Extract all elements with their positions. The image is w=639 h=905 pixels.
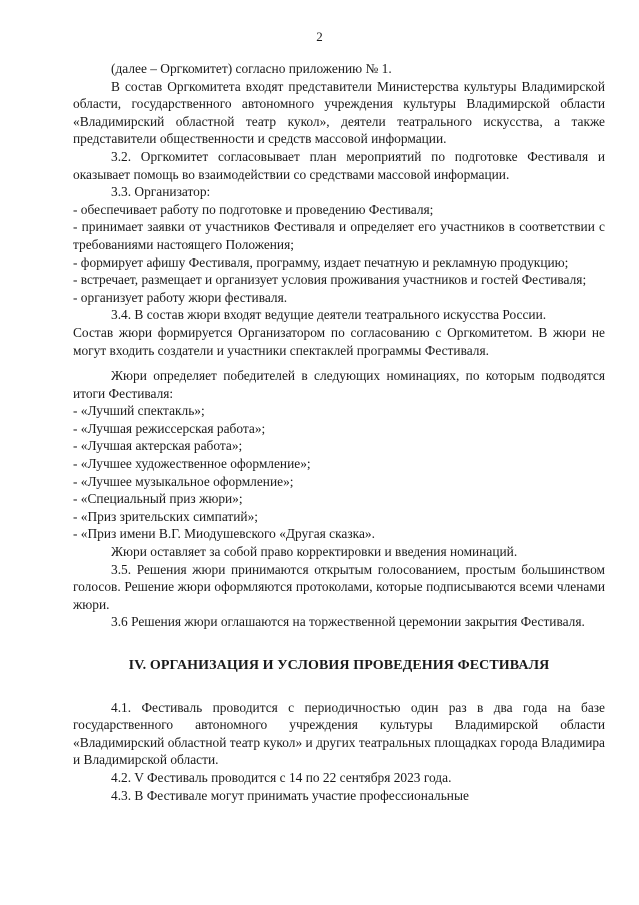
list-item: - «Лучший спектакль»; [73,403,205,419]
paragraph-4-1: 4.1. Фестиваль проводится с периодичностью один раз в два года на базе государственного автономного учреждения культуры Владимирской области «Владимирский областной театр кукол» и других театральных площадках города Владимира и Владимирской области. [73,699,605,768]
list-item: - «Лучшее музыкальное оформление»; [73,473,294,489]
list-item: - «Специальный приз жюри»; [73,491,243,507]
list-item: - «Лучшая режиссерская работа»; [73,420,266,436]
list-item: - «Лучшее художественное оформление»; [73,456,311,472]
list-item: - организует работу жюри фестиваля. [73,289,288,305]
spacer [73,359,605,367]
list-item: - «Приз имени В.Г. Миодушевского «Другая сказка». [73,526,375,542]
paragraph-3-5: 3.5. Решения жюри принимаются открытым голосованием, простым большинством голосов. Решение жюри оформляются протоколами, которые подписываются всеми членами жюри. [73,561,605,612]
nominations-list [73,402,605,543]
paragraph-nominations-intro: Жюри определяет победителей в следующих номинациях, по которым подводятся итоги Фестиваля: [73,368,605,401]
paragraph-3-4: 3.4. В состав жюри входят ведущие деятели театрального искусства России. [111,307,547,323]
paragraph-3-2: 3.2. Оргкомитет согласовывает план мероприятий по подготовке Фестиваля и оказывает помощь во взаимодействии со средствами массовой информации. [73,148,605,182]
paragraph-jury-composition: Состав жюри формируется Организатором по согласованию с Оргкомитетом. В жюри не могут входить создатели и участники спектаклей программы Фестиваля. [73,324,605,358]
list-item: - «Приз зрительских симпатий»; [73,508,259,524]
paragraph-3-6: 3.6 Решения жюри оглашаются на торжественной церемонии закрытия Фестиваля. [111,614,585,630]
list-item: - принимает заявки от участников Фестиваля и определяет его участников в соответствии с требованиями настоящего Положения; [73,219,605,252]
paragraph-orgcommittee-members: В состав Оргкомитета входят представители Министерства культуры Владимирской области, государственного автономного учреждения культуры Владимирской области «Владимирский областной театр кукол», деятели театрального искусства, а также представители общественности и средств массовой информации. [73,78,605,147]
page-number: 2 [316,29,323,44]
paragraph-3-3: 3.3. Организатор: [111,184,211,200]
list-item: - встречает, размещает и организует условия проживания участников и гостей Фестиваля; [73,272,587,288]
organizer-duties-list [73,201,605,307]
list-item: - «Лучшая актерская работа»; [73,438,243,454]
document-body [73,60,605,804]
paragraph-continuation: (далее – Оргкомитет) согласно приложению № 1. [111,61,392,76]
paragraph-4-3: 4.3. В Фестивале могут принимать участие профессиональные [111,787,469,803]
list-item: - обеспечивает работу по подготовке и проведению Фестиваля; [73,201,434,217]
list-item: - формирует афишу Фестиваля, программу, издает печатную и рекламную продукцию; [73,254,569,270]
paragraph-jury-right: Жюри оставляет за собой право корректировки и введения номинаций. [111,544,518,560]
section-heading: IV. ОРГАНИЗАЦИЯ И УСЛОВИЯ ПРОВЕДЕНИЯ ФЕСТИВАЛЯ [128,658,550,673]
paragraph-4-2: 4.2. V Фестиваль проводится с 14 по 22 сентября 2023 года. [111,769,452,785]
